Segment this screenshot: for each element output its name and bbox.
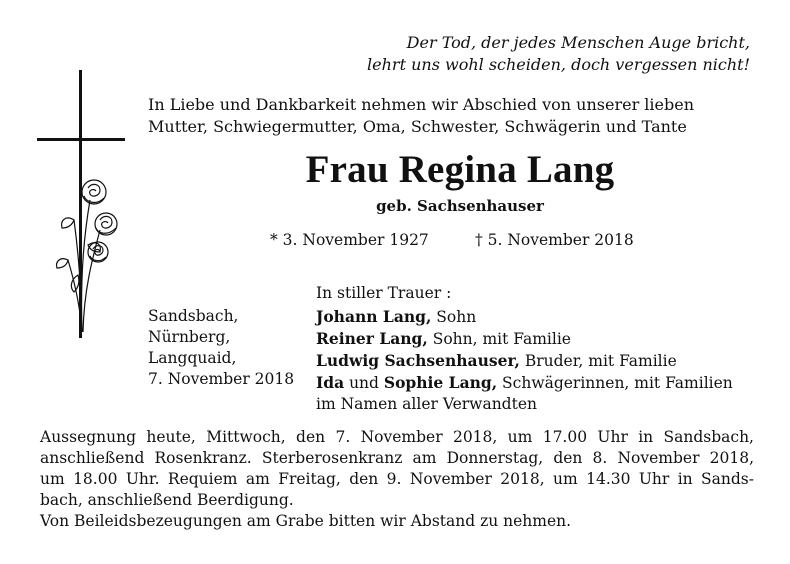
place-3: Langquaid, xyxy=(148,349,237,367)
funeral-details xyxy=(40,427,754,511)
place-2: Nürnberg, xyxy=(148,328,231,346)
cross-with-roses-icon xyxy=(30,70,140,340)
mourner-relation: Bruder, mit Familie xyxy=(519,352,677,370)
maiden-name: geb. Sachsenhauser xyxy=(376,197,544,215)
mourner-name: Ludwig Sachsenhauser, xyxy=(316,351,520,370)
mourner-relation: Sohn xyxy=(431,308,477,326)
place-date: 7. November 2018 xyxy=(148,370,295,388)
mourner-relation: im Namen aller Verwandten xyxy=(316,395,537,413)
intro-line-1: In Liebe und Dankbarkeit nehmen wir Abschied von unserer lieben xyxy=(148,95,695,114)
birth-date: * 3. November 1927 xyxy=(270,231,429,249)
mourner-relation: Schwägerinnen, mit Familien xyxy=(497,374,733,392)
funeral-line: anschließend Rosenkranz. Sterberosenkranz am Donnerstag, den 8. November 2018, xyxy=(40,449,754,467)
place-1: Sandsbach, xyxy=(148,307,239,325)
condolences-note: Von Beileidsbezeugungen am Grabe bitten wir Abstand zu nehmen. xyxy=(40,512,572,530)
funeral-line: bach, anschließend Beerdigung. xyxy=(40,491,294,509)
mourner-entry xyxy=(316,306,733,328)
intro-text xyxy=(148,94,758,138)
mourner-list xyxy=(316,306,733,415)
mourner-entry xyxy=(316,372,733,394)
funeral-line: Aussegnung heute, Mittwoch, den 7. November 2018, um 17.00 Uhr in Sandsbach, xyxy=(40,428,754,446)
deceased-name: Frau Regina Lang xyxy=(305,148,615,191)
death-date: † 5. November 2018 xyxy=(474,231,634,249)
mourner-name: Sophie Lang, xyxy=(383,373,498,392)
mourning-heading: In stiller Trauer : xyxy=(316,284,452,302)
funeral-line: um 18.00 Uhr. Requiem am Freitag, den 9. November 2018, um 14.30 Uhr in Sands- xyxy=(40,470,754,488)
mourner-entry xyxy=(316,394,733,415)
quote-line-1: Der Tod, der jedes Menschen Auge bricht, xyxy=(406,33,750,52)
mourner-name: Johann Lang, xyxy=(316,307,432,326)
quote-line-2: lehrt uns wohl scheiden, doch vergessen nicht! xyxy=(367,55,750,74)
mourner-entry xyxy=(316,328,733,350)
mourner-entry xyxy=(316,350,733,372)
mourner-name: Reiner Lang, xyxy=(316,329,428,348)
quote xyxy=(300,32,750,76)
mourner-places xyxy=(148,306,294,390)
intro-line-2: Mutter, Schwiegermutter, Oma, Schwester, Schwägerin und Tante xyxy=(148,117,687,136)
mourner-conjunction: und xyxy=(344,374,384,392)
life-dates xyxy=(270,231,670,249)
mourner-name: Ida xyxy=(316,373,345,392)
mourner-relation: Sohn, mit Familie xyxy=(427,330,571,348)
